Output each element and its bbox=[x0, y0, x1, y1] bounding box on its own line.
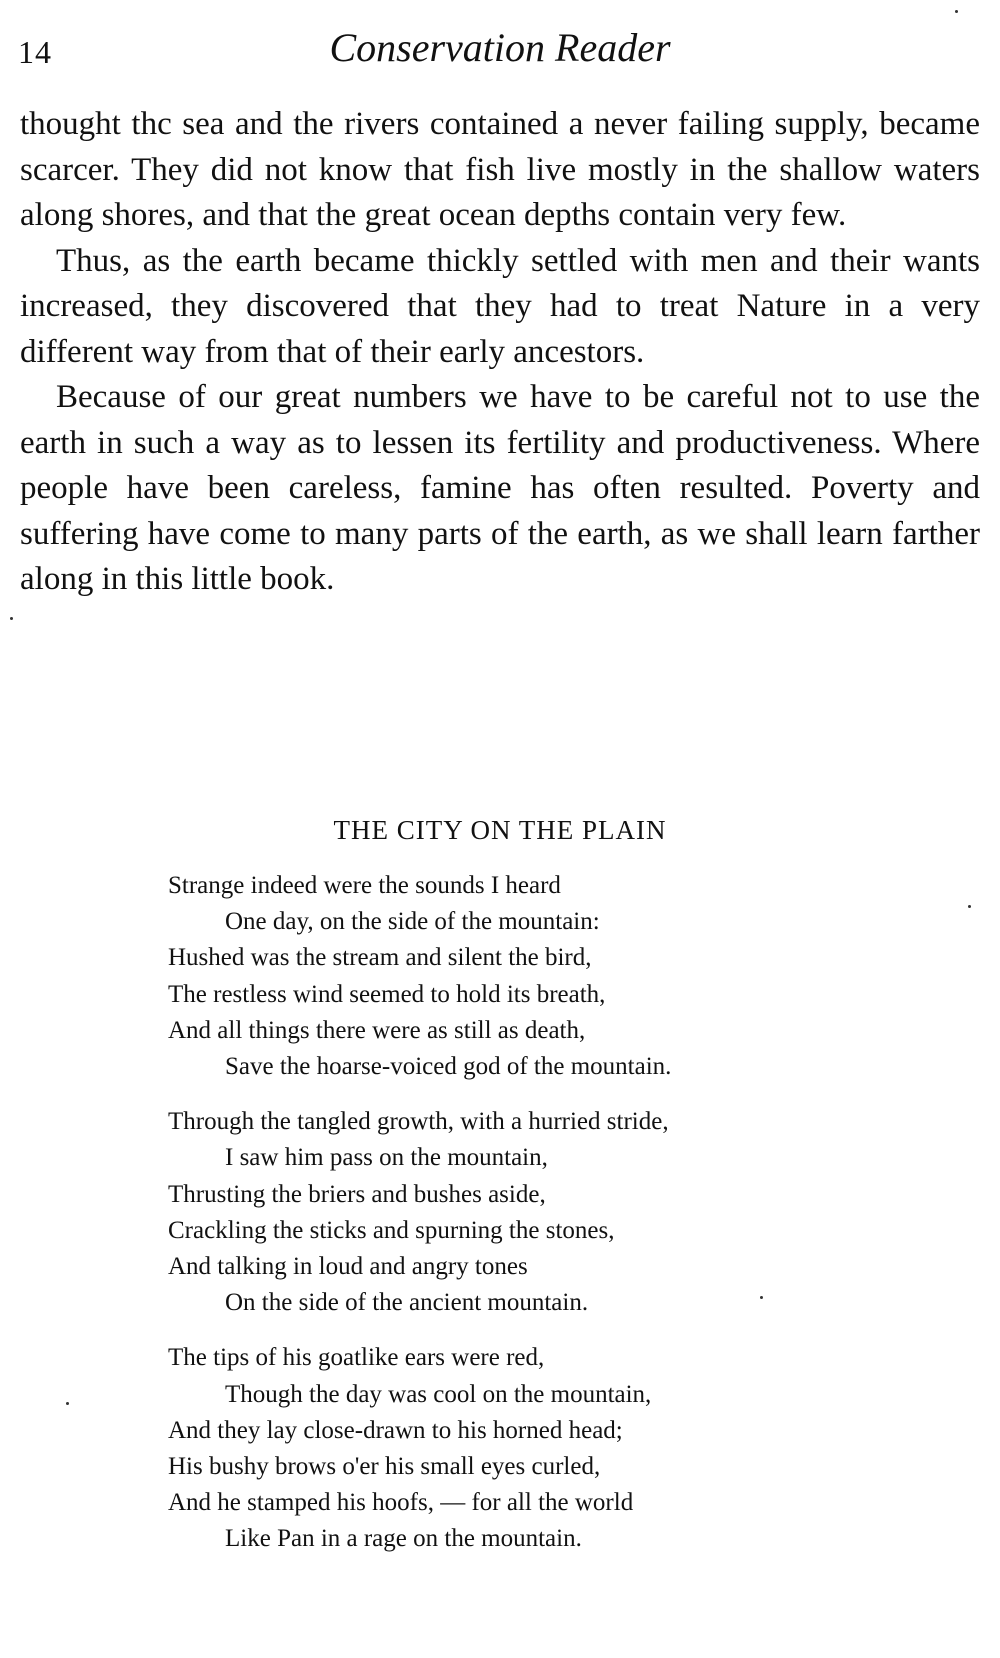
poem-line: And talking in loud and angry tones bbox=[168, 1253, 528, 1281]
poem-line: The tips of his goatlike ears were red, bbox=[168, 1344, 545, 1372]
poem-line: Strange indeed were the sounds I heard bbox=[168, 872, 561, 899]
poem-line: Thrusting the briers and bushes aside, bbox=[168, 1180, 546, 1208]
poem-stanza bbox=[168, 1104, 928, 1321]
poem-line: I saw him pass on the mountain, bbox=[225, 1144, 548, 1172]
scan-speck bbox=[955, 10, 958, 13]
poem-line: One day, on the side of the mountain: bbox=[225, 908, 600, 936]
poem-line: Crackling the sticks and spurning the stones, bbox=[168, 1216, 615, 1244]
paragraph: Thus, as the earth became thickly settled with men and their wants increased, they discovered that they had to treat Nature in a very different way from that of their early ancestors. bbox=[20, 242, 980, 370]
poem bbox=[168, 868, 928, 1577]
scan-speck bbox=[66, 1402, 69, 1405]
poem-line: And all things there were as still as death, bbox=[168, 1016, 586, 1044]
scan-speck bbox=[10, 617, 13, 620]
prose-body bbox=[20, 102, 980, 603]
paragraph: thought thc sea and the rivers contained a never failing supply, became scarcer. They did not know that fish live mostly in the shallow waters along shores, and that the great ocean depths contain very few. bbox=[20, 106, 980, 233]
poem-line: Save the hoarse-voiced god of the mountain. bbox=[225, 1053, 672, 1081]
poem-stanza bbox=[168, 1340, 928, 1557]
poem-line: And they lay close-drawn to his horned head; bbox=[168, 1416, 623, 1444]
poem-line: The restless wind seemed to hold its breath, bbox=[168, 980, 606, 1008]
poem-line: Through the tangled growth, with a hurried stride, bbox=[168, 1108, 669, 1136]
scan-speck bbox=[968, 905, 971, 908]
poem-line: On the side of the ancient mountain. bbox=[225, 1289, 589, 1317]
poem-title: THE CITY ON THE PLAIN bbox=[333, 815, 667, 845]
poem-stanza bbox=[168, 868, 928, 1085]
paragraph: Because of our great numbers we have to be careful not to use the earth in such a way as to lessen its fertility and productiveness. Where people have been careless, famine has often resulted. Poverty and suffering have come to many parts of the earth, as we shall learn farther along in this little book. bbox=[20, 379, 980, 597]
poem-line: Though the day was cool on the mountain, bbox=[225, 1380, 652, 1408]
running-title: Conservation Reader bbox=[329, 25, 671, 70]
poem-line: Hushed was the stream and silent the bird, bbox=[168, 944, 592, 972]
page-header bbox=[0, 20, 1000, 80]
poem-line: Like Pan in a rage on the mountain. bbox=[225, 1525, 582, 1553]
page-number: 14 bbox=[18, 34, 52, 70]
scan-speck bbox=[760, 1296, 763, 1299]
poem-line: And he stamped his hoofs, — for all the world bbox=[168, 1489, 634, 1517]
poem-line: His bushy brows o'er his small eyes curled, bbox=[168, 1453, 601, 1481]
